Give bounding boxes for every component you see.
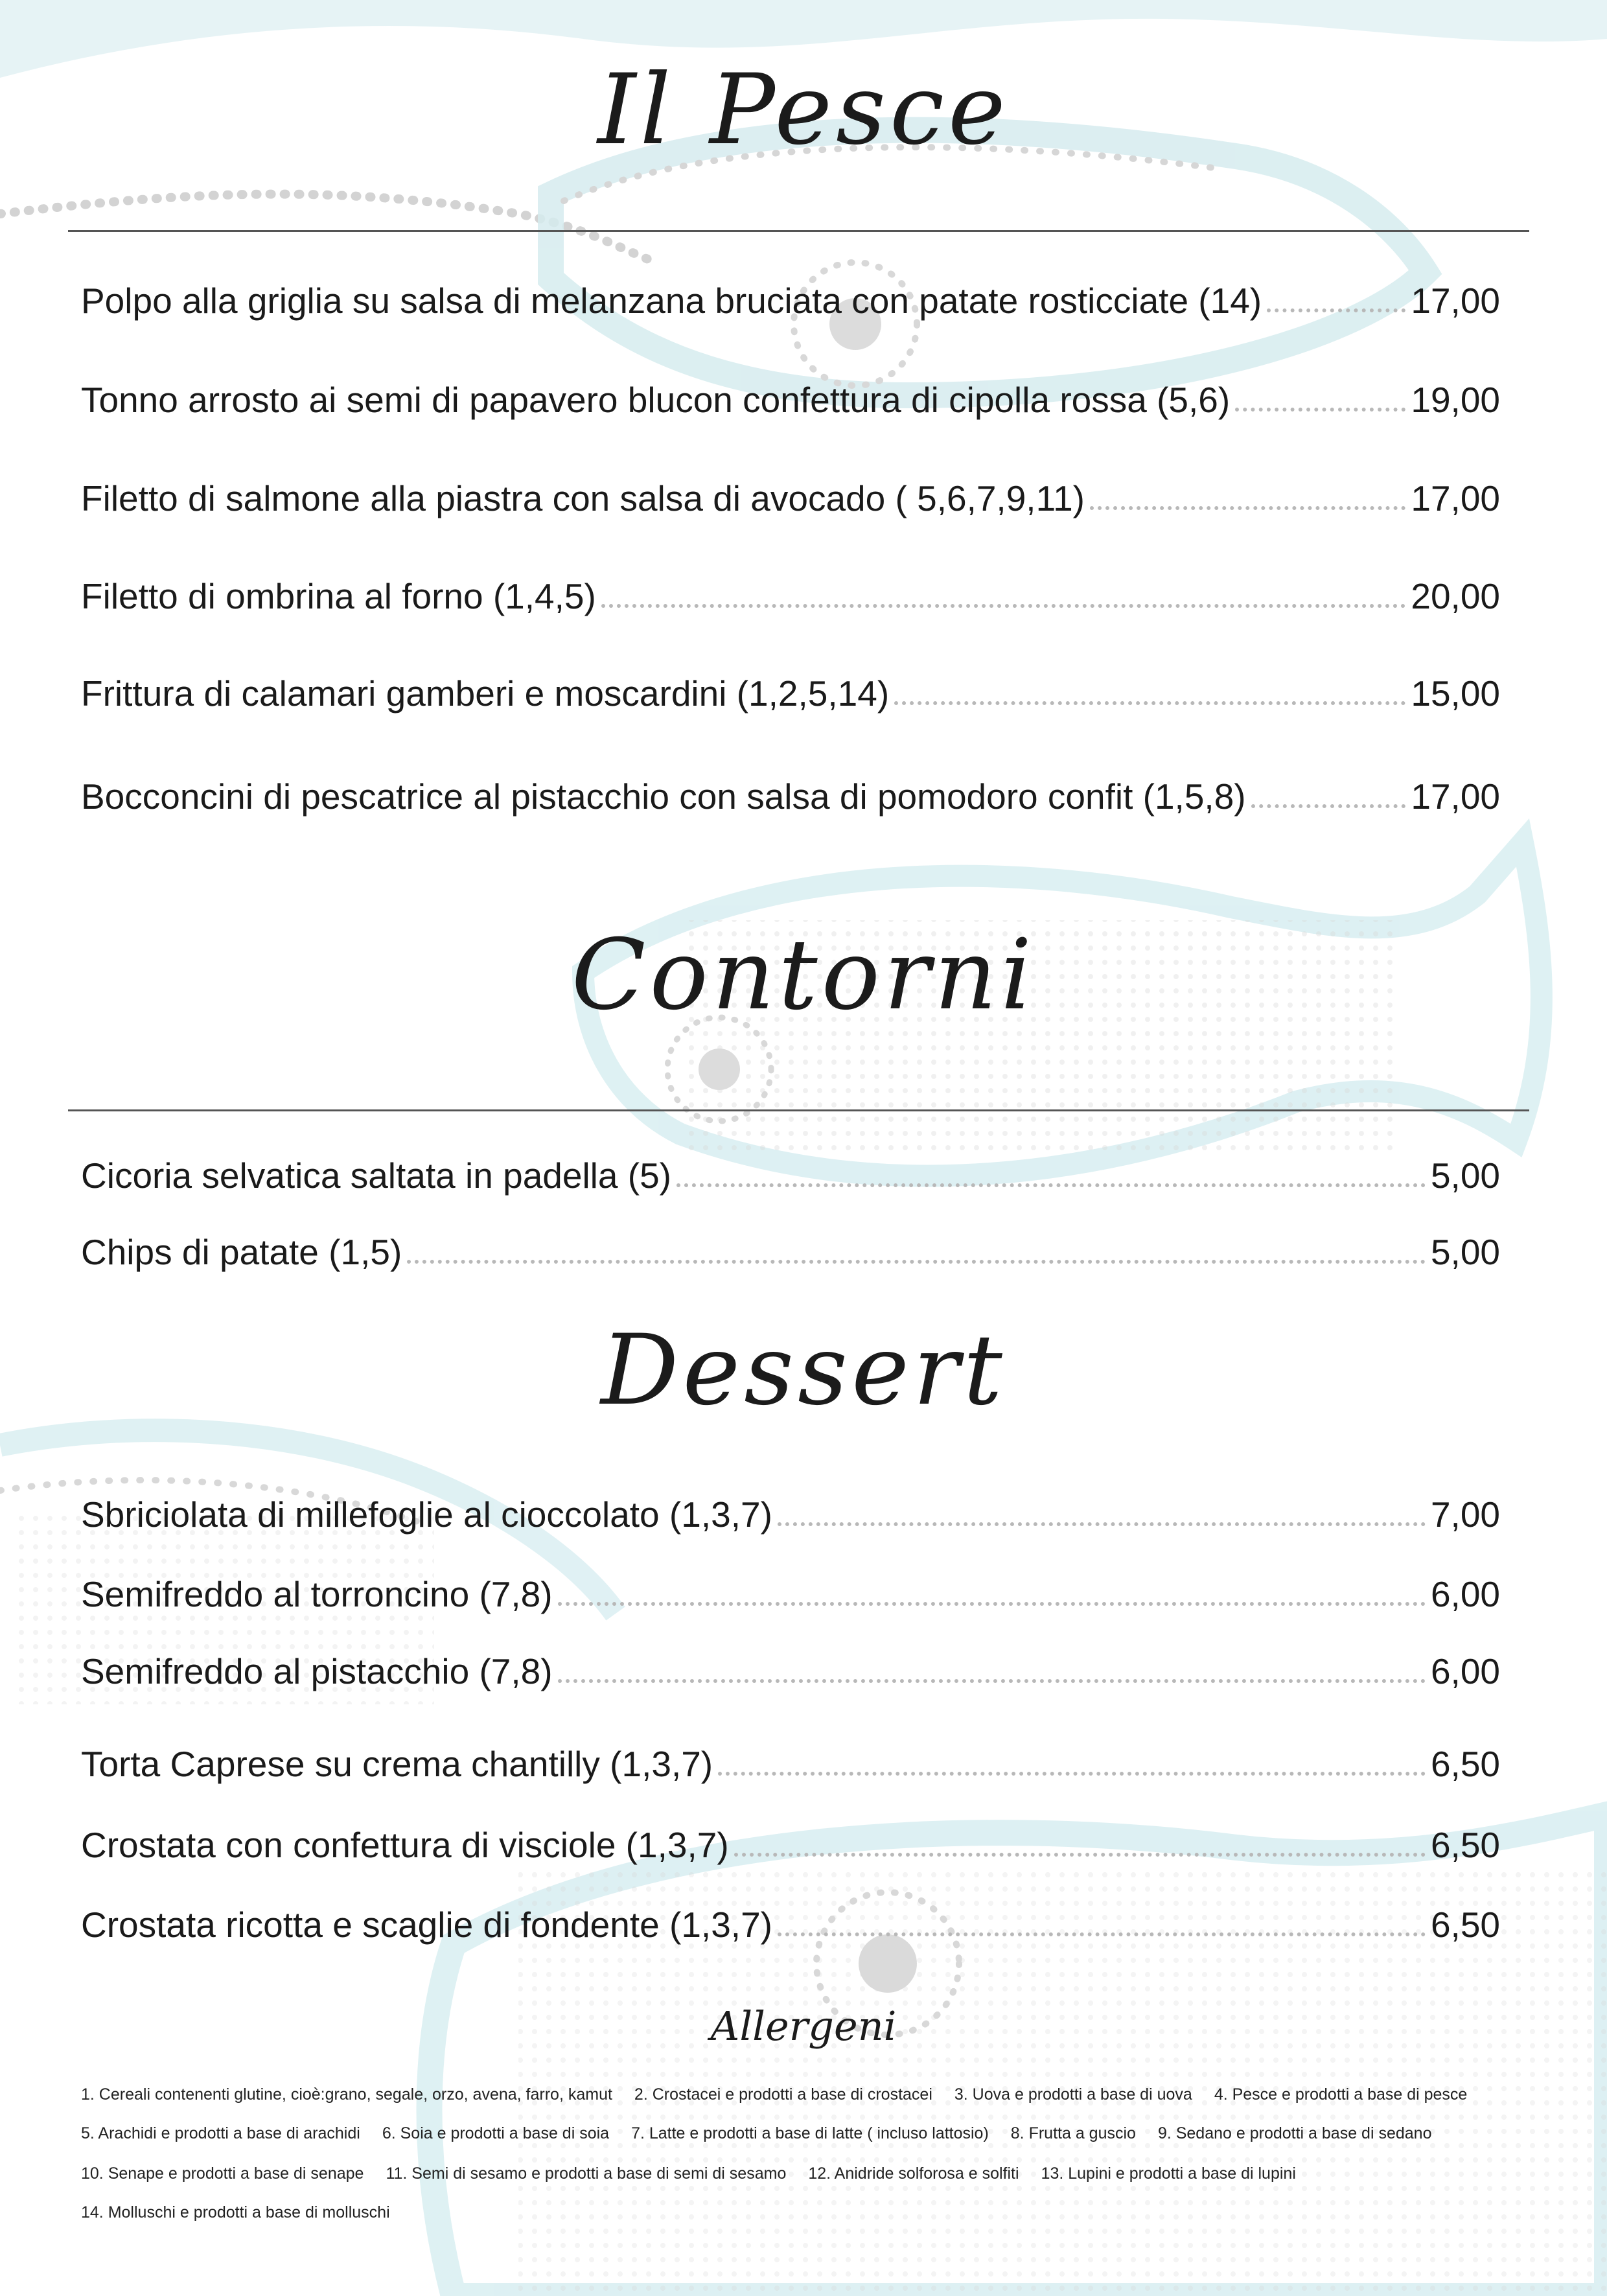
dot-leader [601,604,1406,608]
dot-leader [778,1522,1426,1526]
dot-leader [1235,408,1405,412]
menu-item [81,1811,1500,1863]
allergen-line [81,2164,1539,2183]
menu-item-name: Tonno arrosto ai semi di papavero blucon confettura di cipolla rossa (5,6) [81,380,1231,420]
menu-item-name: Semifreddo al torroncino (7,8) [81,1574,553,1614]
section-divider [68,1109,1529,1111]
allergen-line [81,2124,1539,2143]
dot-leader [407,1260,1426,1264]
menu-item-price: 17,00 [1411,478,1500,518]
menu-item-name: Filetto di salmone alla piastra con salsa di avocado ( 5,6,7,9,11) [81,478,1085,518]
dot-leader [676,1183,1426,1187]
menu-item-name: Polpo alla griglia su salsa di melanzana bruciata con patate rosticciate (14) [81,281,1262,321]
menu-item-price: 6,50 [1430,1825,1500,1865]
menu-item-price: 5,00 [1430,1155,1500,1196]
allergen-entry: 13. Lupini e prodotti a base di lupini [1041,2164,1296,2183]
menu-item [81,366,1500,418]
menu-item-name: Sbriciolata di millefoglie al cioccolato (1,3,7) [81,1494,772,1535]
section-title-contorni: Contorni [571,919,1036,1032]
dot-leader [1267,308,1405,312]
dot-leader [1251,804,1406,808]
menu-item [81,1891,1500,1943]
menu-item-price: 5,00 [1430,1232,1500,1272]
menu-item [81,1481,1500,1533]
dot-leader [558,1602,1426,1606]
menu-item [81,660,1500,712]
menu-item-name: Torta Caprese su crema chantilly (1,3,7) [81,1744,713,1784]
menu-item-price: 6,50 [1430,1744,1500,1784]
allergen-entry: 5. Arachidi e prodotti a base di arachidi [81,2124,360,2142]
menu-item-name: Filetto di ombrina al forno (1,4,5) [81,576,596,616]
dot-leader [558,1679,1426,1683]
menu-item-price: 20,00 [1411,576,1500,616]
section-divider [68,230,1529,232]
allergen-entry: 14. Molluschi e prodotti a base di molluschi [81,2203,390,2221]
dot-leader [718,1772,1426,1776]
menu-item [81,763,1500,815]
dot-leader [778,1932,1426,1936]
menu-item-price: 19,00 [1411,380,1500,420]
menu-item-price: 15,00 [1411,673,1500,713]
menu-item [81,1218,1500,1270]
allergen-entry: 1. Cereali contenenti glutine, cioè:grano, segale, orzo, avena, farro, kamut [81,2085,612,2104]
section-title-pesce: Il Pesce [597,54,1010,167]
menu-item-name: Semifreddo al pistacchio (7,8) [81,1651,553,1691]
allergen-line [81,2203,1539,2222]
allergen-entry: 8. Frutta a guscio [1010,2124,1136,2142]
menu-item-name: Cicoria selvatica saltata in padella (5) [81,1155,671,1196]
dot-leader [734,1853,1426,1857]
menu-item-name: Frittura di calamari gamberi e moscardini (1,2,5,14) [81,673,890,713]
allergen-entry: 2. Crostacei e prodotti a base di crostacei [634,2085,932,2104]
allergen-entry: 9. Sedano e prodotti a base di sedano [1157,2124,1432,2142]
dot-leader [894,701,1405,705]
allergen-entry: 10. Senape e prodotti a base di senape [81,2164,364,2183]
menu-item-name: Crostata con confettura di visciole (1,3,7) [81,1825,729,1865]
menu-item [81,267,1500,319]
allergen-entry: 7. Latte e prodotti a base di latte ( incluso lattosio) [631,2124,989,2142]
menu-item-price: 17,00 [1411,776,1500,817]
allergens-title: Allergeni [710,2002,897,2050]
menu-item [81,562,1500,614]
menu-item [81,1730,1500,1782]
allergen-line [81,2085,1539,2104]
dot-leader [1090,506,1405,510]
allergen-entry: 12. Anidride solforosa e solfiti [808,2164,1019,2183]
allergen-entry: 4. Pesce e prodotti a base di pesce [1214,2085,1468,2104]
menu-item [81,1638,1500,1689]
menu-item-price: 6,00 [1430,1574,1500,1614]
menu-item [81,1560,1500,1612]
allergen-entry: 6. Soia e prodotti a base di soia [382,2124,610,2142]
allergen-entry: 11. Semi di sesamo e prodotti a base di semi di sesamo [386,2164,787,2183]
menu-item-price: 17,00 [1411,281,1500,321]
menu-item-name: Crostata ricotta e scaglie di fondente (1,3,7) [81,1905,772,1945]
menu-item-price: 6,50 [1430,1905,1500,1945]
menu-item-price: 7,00 [1430,1494,1500,1535]
allergen-entry: 3. Uova e prodotti a base di uova [954,2085,1192,2104]
menu-item [81,1142,1500,1194]
menu-item-name: Bocconcini di pescatrice al pistacchio con salsa di pomodoro confit (1,5,8) [81,776,1246,817]
menu-item [81,465,1500,516]
section-title-dessert: Dessert [601,1314,1006,1427]
menu-item-name: Chips di patate (1,5) [81,1232,402,1272]
menu-item-price: 6,00 [1430,1651,1500,1691]
